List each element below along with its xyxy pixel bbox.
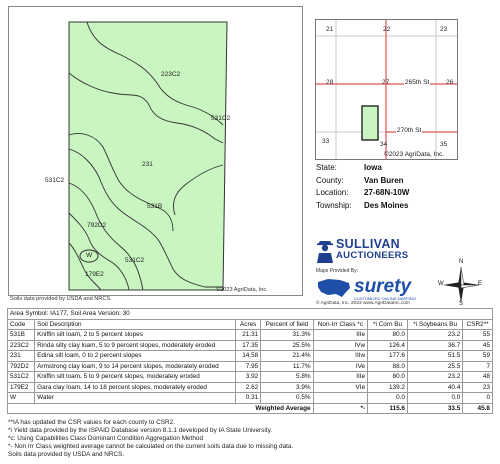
map-label-792d2: 792D2 [87,222,107,229]
section-27: 27 [382,79,390,86]
auctioneer-figure-icon [314,235,336,265]
area-symbol: Area Symbol: IA177, Soil Area Version: 30 [8,309,493,320]
header-soybeans: *i Soybeans Bu [407,319,462,330]
usa-map-icon [316,276,352,300]
locator-grid [316,20,457,159]
footnote: **IA has updated the CSR values for each county to CSR2. [8,419,175,426]
road-265th-st: 265th St [405,79,430,86]
weighted-average-row [8,403,493,414]
info-township: Township: Des Moines [316,200,409,210]
surety-wordmark: surety [354,276,412,297]
map-label-531b: 531B [147,203,163,210]
map-label-179e2: 179E2 [85,271,104,278]
maps-provided-by: Maps Provided By: [316,268,358,274]
table-row: 179E2 Gara clay loam, 14 to 18 percent slopes, moderately eroded 2.62 3.9% VIe 139.2 40.4 23 [8,382,493,393]
table-header-row [8,319,493,330]
weighted-label: Weighted Average [8,403,314,414]
section-22: 22 [383,26,391,33]
header-class: Non-Irr Class *c [313,319,368,330]
table-row: 531B Kniffin silt loam, 2 to 5 percent slopes 21.31 31.3% IIIe 80.0 23.2 55 [8,330,493,341]
map-label-water: W [86,252,93,259]
table-area-row [8,309,493,320]
section-28: 28 [326,79,334,86]
section-34: 34 [380,141,388,148]
locator-map [315,19,458,160]
compass-s: S [459,301,464,307]
info-county: County: Van Buren [316,175,404,185]
section-35: 35 [440,141,448,148]
map-label-531c2-east: 531C2 [211,115,231,122]
section-26: 26 [446,79,454,86]
weighted-corn: 115.6 [368,403,408,414]
map-label-531c2-west: 531C2 [45,177,65,184]
section-33: 33 [322,138,330,145]
brand-name-line1: SULLIVAN [336,237,400,251]
section-21: 21 [326,26,334,33]
table-row: 223C2 Rinda silty clay loam, 5 to 9 percent slopes, moderately eroded 17.35 25.5% IVw 126.4 36.7 45 [8,340,493,351]
map-credit: ©2023 AgriData, Inc. [216,287,268,293]
compass-rose [438,259,483,307]
header-acres: Acres [236,319,261,330]
table-row: 531C2 Kniffin silt loam, 5 to 9 percent slopes, moderately eroded 3.92 5.8% IIIe 80.0 23.2 48 [8,372,493,383]
header-corn: *i Corn Bu [368,319,408,330]
header-percent: Percent of field [261,319,313,330]
map-soils-note: Soils data provided by USDA and NRCS. [10,296,112,302]
compass-n: N [459,259,464,265]
weighted-class: *- [313,403,368,414]
table-row: 231 Edina silt loam, 0 to 2 percent slopes 14.58 21.4% IIIw 177.6 51.5 59 [8,351,493,362]
footnote: Soils data provided by USDA and NRCS. [8,451,125,458]
compass-w: W [438,281,444,287]
location-info [316,162,496,212]
soil-table [7,308,493,414]
footnote: *c: Using Capabilities Class Dominant Condition Aggregation Method [8,435,204,442]
surety-tagline: CUSTOMIZED ONLINE MAPPING [354,296,416,301]
surety-credit: © AgriData, Inc. 2023 www.AgriDataInc.com [316,301,410,306]
locator-credit: ©2023 AgriData, Inc. [384,151,445,158]
map-label-231: 231 [142,161,153,168]
compass-icon [440,264,482,306]
soil-map-drawing [9,7,302,295]
sullivan-auctioneers-logo [314,233,454,265]
map-label-531c2-south: 531C2 [125,257,145,264]
footnotes [8,419,293,459]
road-270th-st: 270th St [397,127,422,134]
header-code: Code [8,319,35,330]
footnote: *- Non Irr Class weighted average cannot be calculated on the current soils data due to missing data. [8,443,294,450]
map-label-223c2: 223C2 [161,71,181,78]
weighted-soybeans: 33.5 [407,403,462,414]
soil-map [8,6,303,296]
surety-logo [314,268,432,308]
header-description: Soil Description [35,319,236,330]
info-state: State: Iowa [316,163,382,172]
section-23: 23 [440,26,448,33]
brand-name-line2: AUCTIONEERS [336,250,409,261]
info-location: Location: 27-68N-10W [316,188,410,197]
compass-e: E [478,281,483,287]
header-csr2: CSR2** [463,319,493,330]
table-row: W Water 0.31 0.5% 0.0 0.0 0 [8,393,493,404]
weighted-csr2: 45.8 [463,403,493,414]
table-row: 792D2 Armstrong clay loam, 9 to 14 percent slopes, moderately eroded 7.95 11.7% IVe 88.0 25.5 7 [8,361,493,372]
footnote: *i Yield data provided by the ISPAID Database version 8.1.1 developed by IA State University. [8,427,273,434]
